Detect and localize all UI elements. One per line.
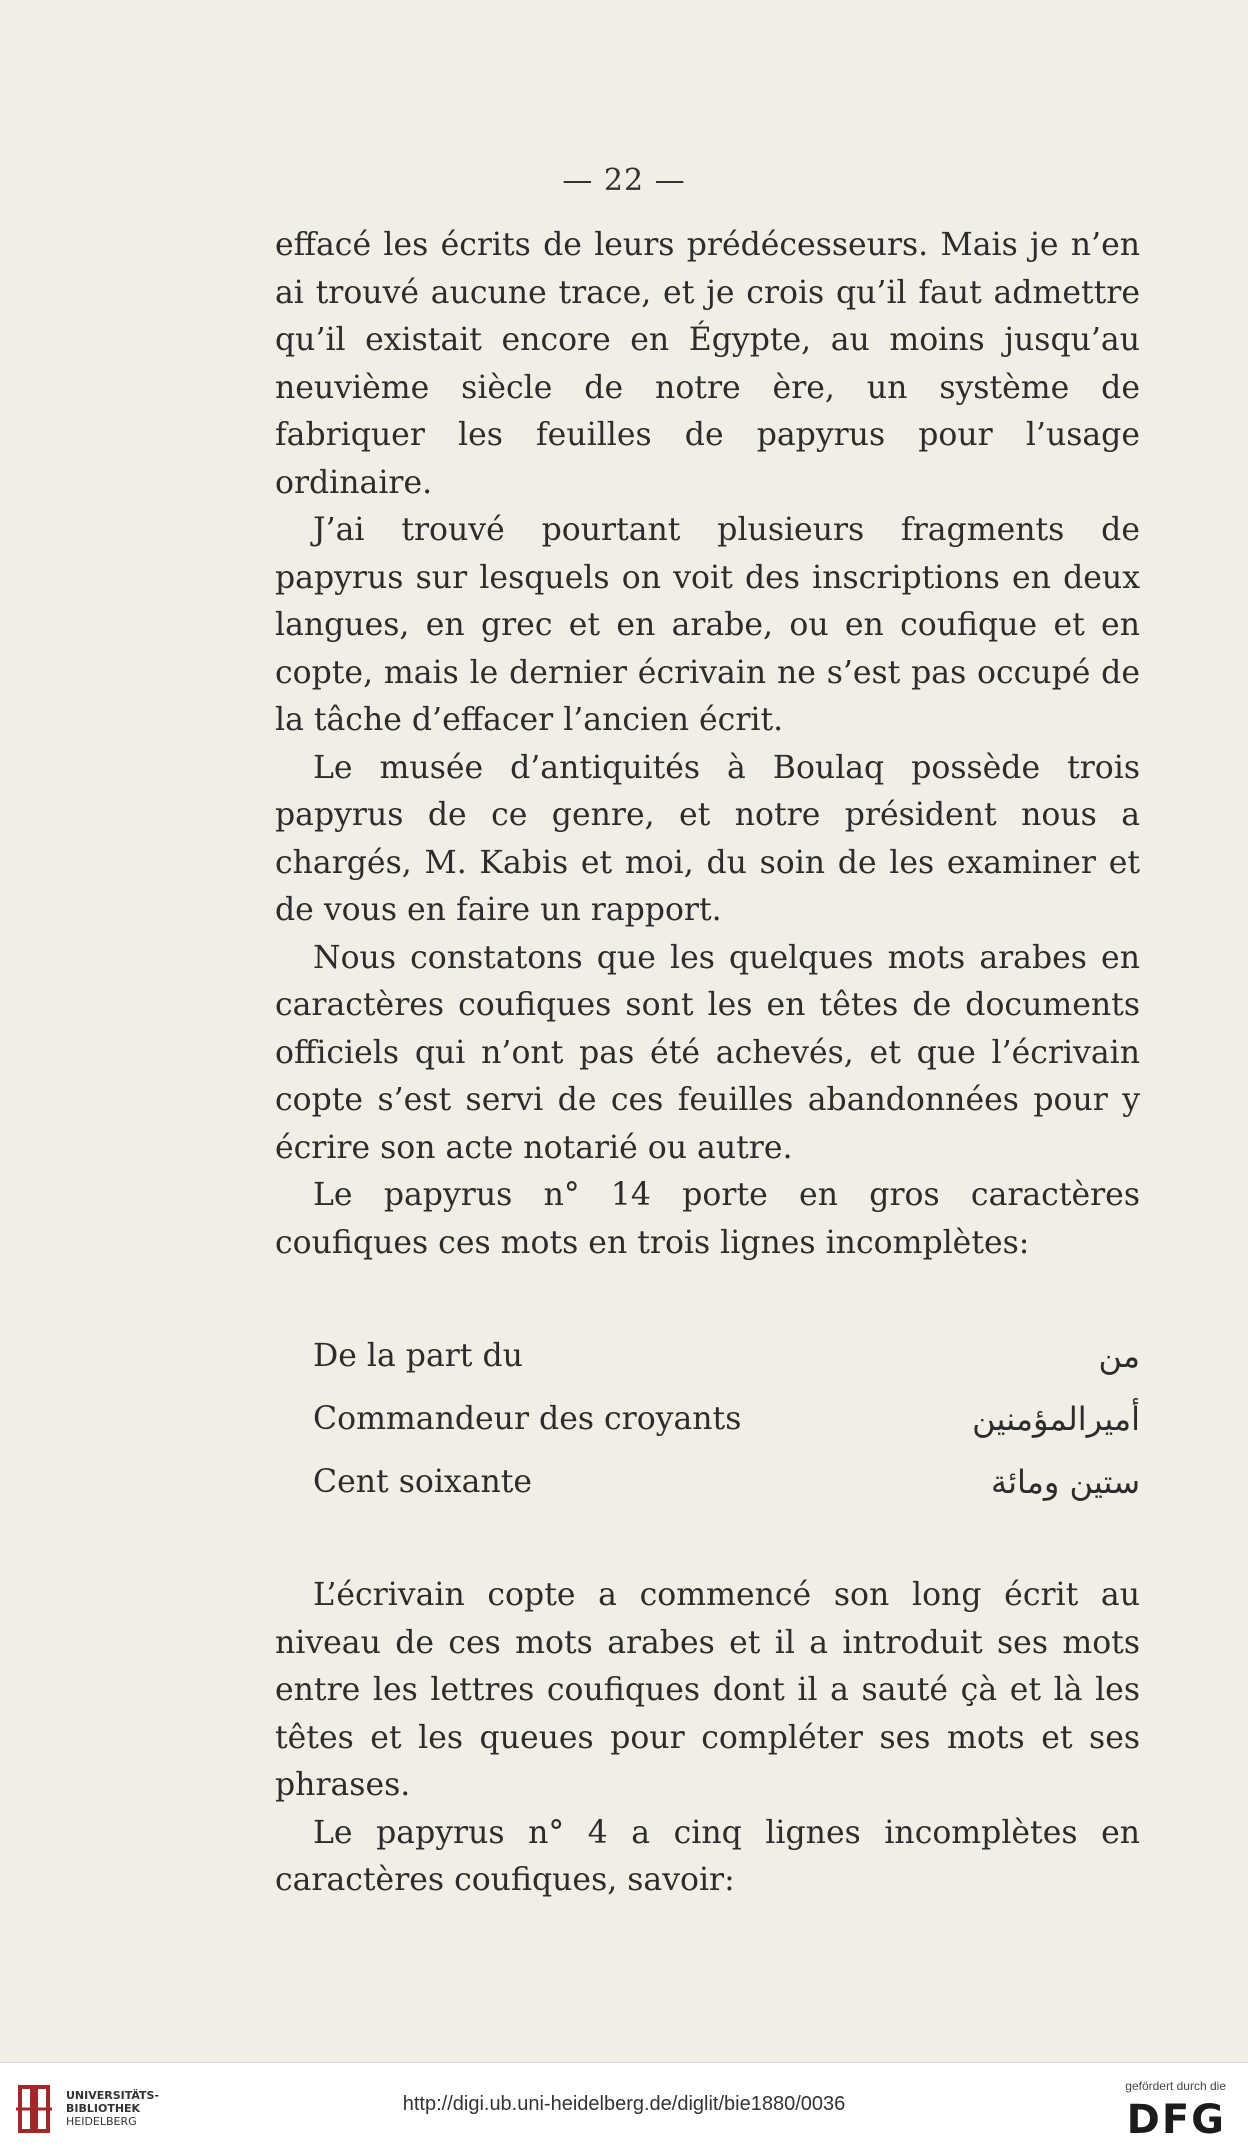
library-line: HEIDELBERG xyxy=(66,2115,137,2128)
french-line: Commandeur des croyants xyxy=(313,1400,742,1437)
paragraph: J’ai trouvé pourtant plusieurs fragments de papyrus sur lesquels on voit des inscriptions en deux langues, en grec et en arabe, ou en coufique et en copte, mais le dernier écrivain ne s’est pas occupé de la tâche d’effacer l’ancien écrit. xyxy=(275,512,1140,738)
arabic-line: ستين ومائة xyxy=(990,1462,1140,1501)
translation-row xyxy=(313,1325,1140,1388)
paragraph: Le papyrus n° 14 porte en gros caractères coufiques ces mots en trois lignes incomplètes: xyxy=(275,1177,1140,1261)
translation-row xyxy=(313,1388,1140,1451)
french-line: Cent soixante xyxy=(313,1463,533,1500)
permalink-url[interactable]: http://digi.ub.uni-heidelberg.de/diglit/bie1880/0036 xyxy=(402,2093,846,2115)
paragraph: Le papyrus n° 4 a cinq lignes incomplètes en caractères coufiques, savoir: xyxy=(275,1814,1140,1898)
translation-row xyxy=(313,1451,1140,1514)
paragraph: Nous constatons que les quelques mots arabes en caractères coufiques sont les en têtes de documents officiels qui n’ont pas été achevés, et que l’écrivain copte s’est servi de ces feuilles abandonnées pour y écrire son acte notarié ou autre. xyxy=(275,939,1140,1166)
arabic-line: أميرالمؤمنين xyxy=(972,1399,1140,1438)
body-text xyxy=(275,222,1140,1905)
translation-table xyxy=(313,1325,1140,1514)
library-line: UNIVERSITÄTS- xyxy=(66,2089,160,2102)
viewer-footer xyxy=(0,2062,1248,2152)
paragraph: Le musée d’antiquités à Boulaq possède trois papyrus de ce genre, et notre président nous a chargés, M. Kabis et moi, du soin de les examiner et de vous en faire un rapport. xyxy=(275,749,1140,928)
paragraph: effacé les écrits de leurs prédécesseurs. Mais je n’en ai trouvé aucune trace, et je crois qu’il faut admettre qu’il existait encore en Égypte, au moins jusqu’au neuvième siècle de notre ère, un système de fabriquer les feuilles de papyrus pour l’usage ordinaire. xyxy=(275,227,1140,501)
funding-label: gefördert durch die xyxy=(1125,2079,1226,2093)
french-line: De la part du xyxy=(313,1337,523,1374)
after-translation xyxy=(275,1572,1140,1905)
page-number: — 22 — xyxy=(562,163,686,198)
library-line: BIBLIOTHEK xyxy=(66,2102,141,2115)
arabic-line: من xyxy=(1098,1336,1140,1375)
paragraph: L’écrivain copte a commencé son long écrit au niveau de ces mots arabes et il a introduit ses mots entre les lettres coufiques dont il a sauté çà et là les têtes et les queues pour compléter ses mots et ses phrases. xyxy=(275,1577,1140,1803)
dfg-logo: DFG xyxy=(1126,2097,1226,2143)
